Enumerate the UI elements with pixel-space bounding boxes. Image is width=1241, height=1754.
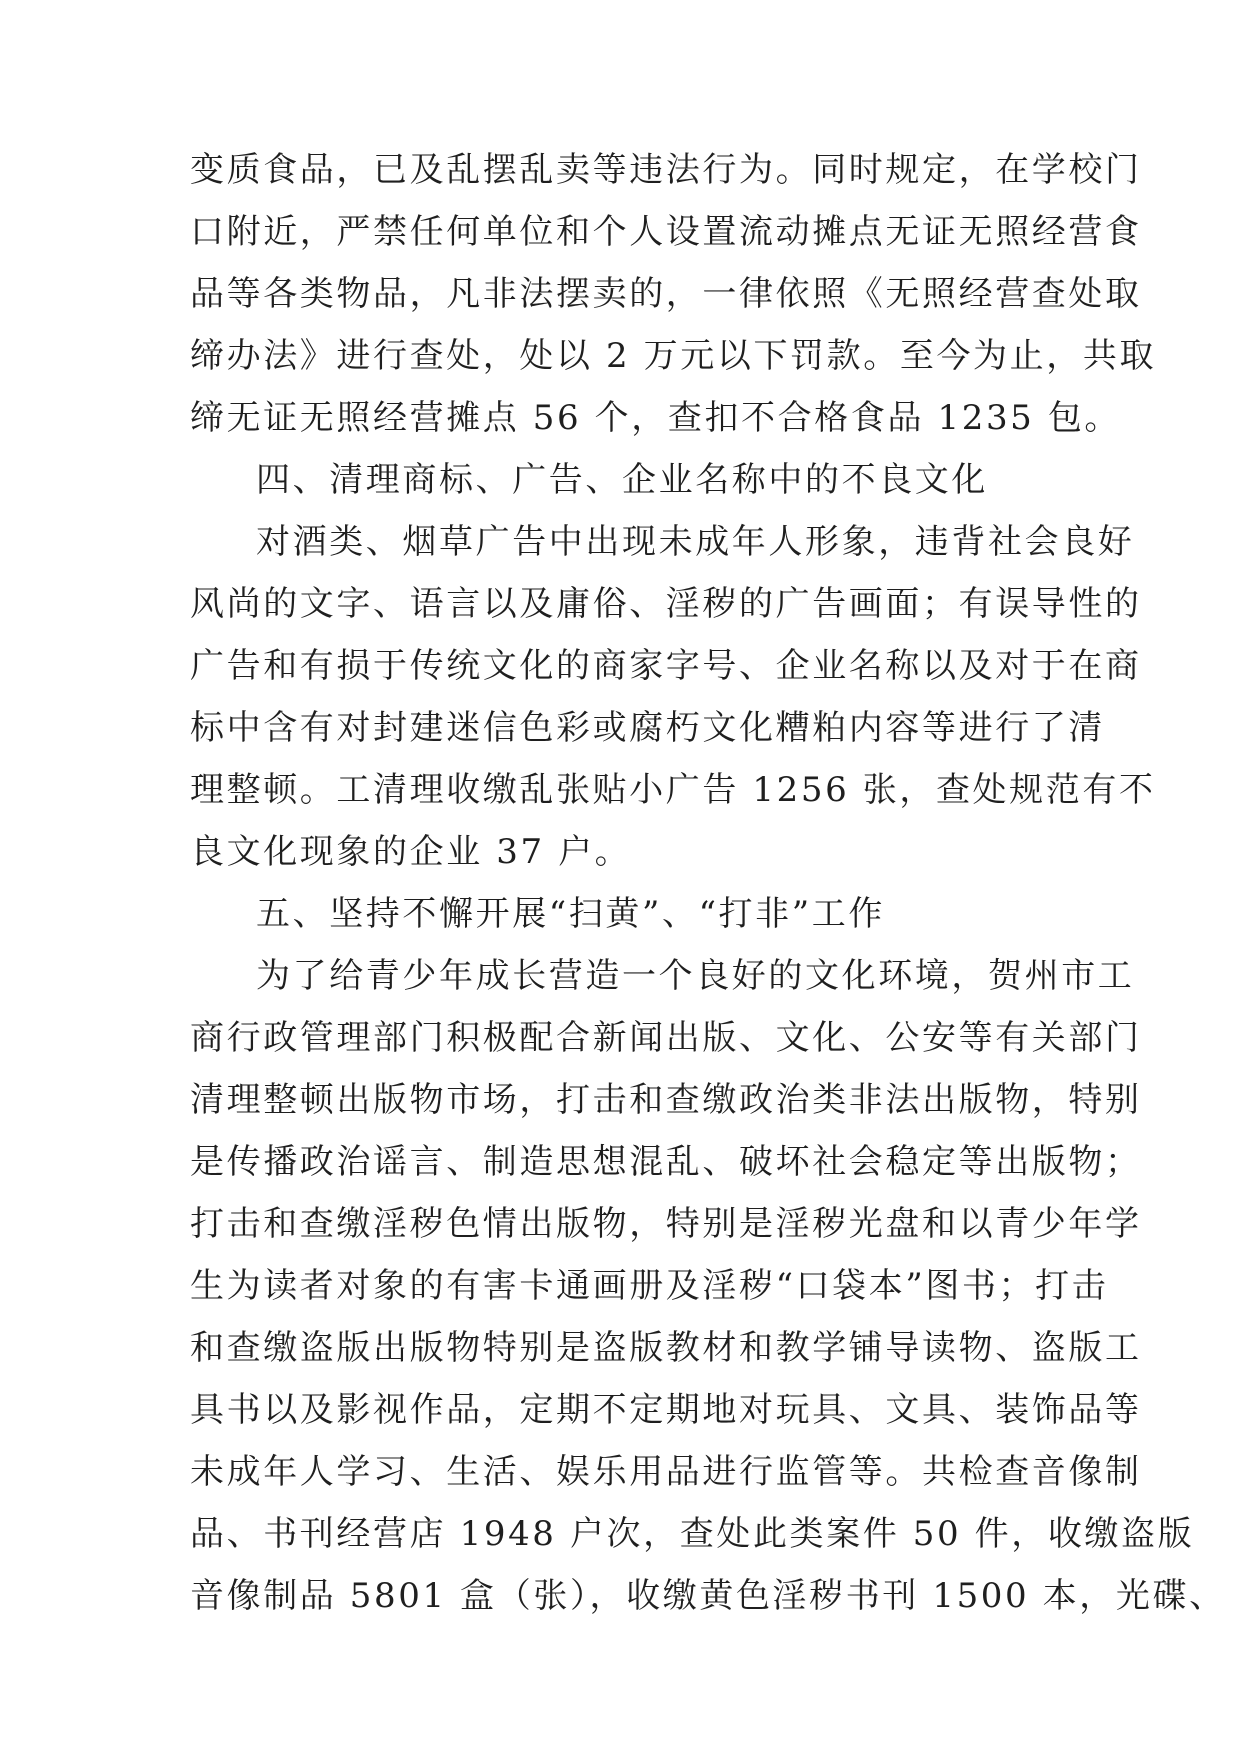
- text-line: 音像制品 5801 盒（张），收缴黄色淫秽书刊 1500 本，光碟、: [190, 1576, 1226, 1616]
- text-line: 缔无证无照经营摊点 56 个，查扣不合格食品 1235 包。: [190, 398, 1122, 438]
- text-line: 风尚的文字、语言以及庸俗、淫秽的广告画面；有误导性的: [190, 584, 1142, 624]
- text-line: 打击和查缴淫秽色情出版物，特别是淫秽光盘和以青少年学: [190, 1204, 1142, 1244]
- section-heading: 四、清理商标、广告、企业名称中的不良文化: [256, 460, 988, 500]
- text-line: 是传播政治谣言、制造思想混乱、破坏社会稳定等出版物；: [190, 1142, 1142, 1182]
- text-line: 标中含有对封建迷信色彩或腐朽文化糟粕内容等进行了清: [190, 708, 1105, 748]
- text-line: 缔办法》进行查处，处以 2 万元以下罚款。至今为止，共取: [190, 336, 1157, 376]
- text-line: 和查缴盗版出版物特别是盗版教材和教学铺导读物、盗版工: [190, 1328, 1142, 1368]
- section-heading: 五、坚持不懈开展“扫黄”、“打非”工作: [256, 894, 885, 934]
- text-line: 商行政管理部门积极配合新闻出版、文化、公安等有关部门: [190, 1018, 1142, 1058]
- text-line: 品等各类物品，凡非法摆卖的，一律依照《无照经营查处取: [190, 274, 1142, 314]
- text-line: 未成年人学习、生活、娱乐用品进行监管等。共检查音像制: [190, 1452, 1142, 1492]
- text-line: 清理整顿出版物市场，打击和查缴政治类非法出版物，特别: [190, 1080, 1142, 1120]
- text-line: 广告和有损于传统文化的商家字号、企业名称以及对于在商: [190, 646, 1142, 686]
- text-line: 口附近，严禁任何单位和个人设置流动摊点无证无照经营食: [190, 212, 1142, 252]
- text-line: 理整顿。工清理收缴乱张贴小广告 1256 张，查处规范有不: [190, 770, 1156, 810]
- paragraph-first-line: 对酒类、烟草广告中出现未成年人形象，违背社会良好: [256, 522, 1135, 562]
- text-line: 良文化现象的企业 37 户。: [190, 832, 632, 872]
- text-line: 生为读者对象的有害卡通画册及淫秽“口袋本”图书；打击: [190, 1266, 1109, 1306]
- text-line: 具书以及影视作品，定期不定期地对玩具、文具、装饰品等: [190, 1390, 1142, 1430]
- paragraph-first-line: 为了给青少年成长营造一个良好的文化环境，贺州市工: [256, 956, 1135, 996]
- text-line: 变质食品，已及乱摆乱卖等违法行为。同时规定，在学校门: [190, 150, 1142, 190]
- text-line: 品、书刊经营店 1948 户次，查处此类案件 50 件，收缴盗版: [190, 1514, 1195, 1554]
